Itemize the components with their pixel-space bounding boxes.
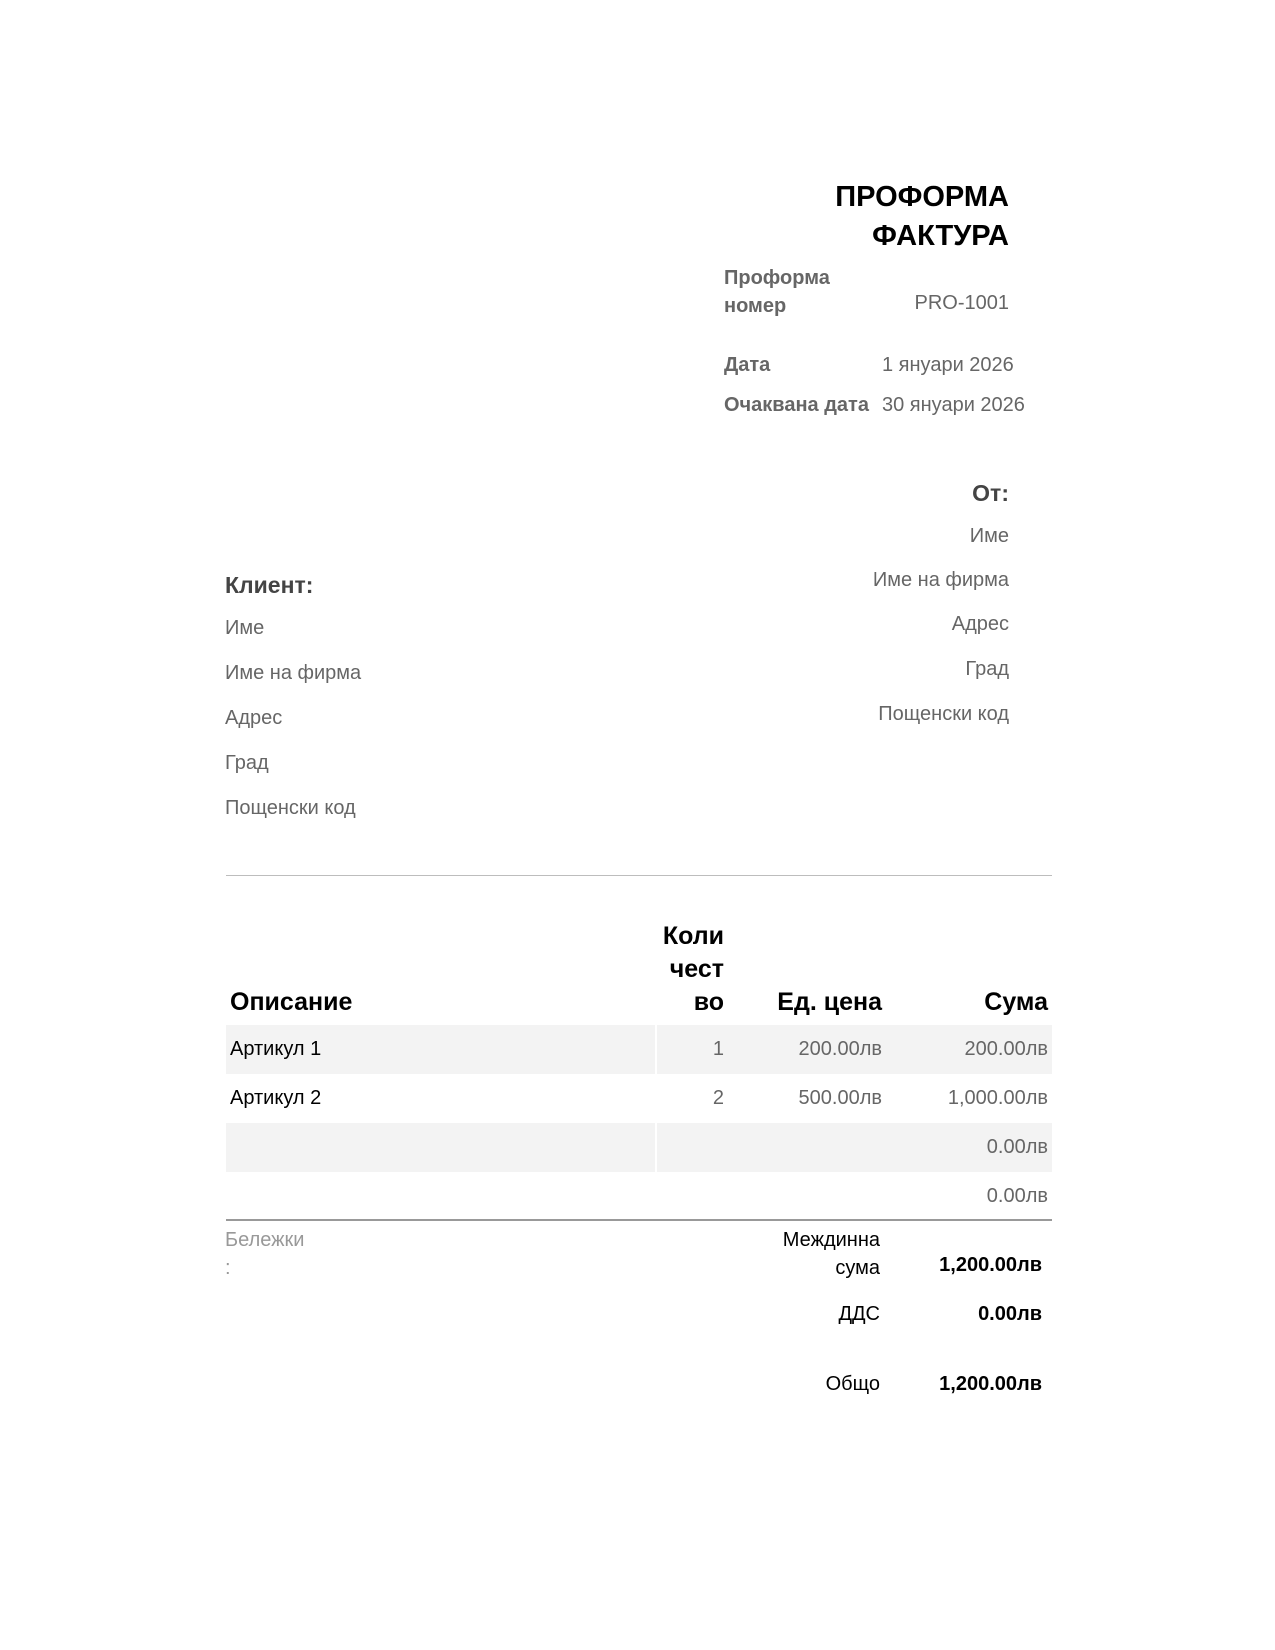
row-amount: 1,000.00лв — [947, 1087, 1048, 1109]
document-title-line2: ФАКТУРА — [872, 220, 1009, 252]
row-unit-price: 500.00лв — [798, 1087, 882, 1109]
row-description: Артикул 1 — [226, 1025, 656, 1074]
subtotal-label-line2: сума — [835, 1257, 880, 1279]
date-value: 1 януари 2026 — [882, 354, 1014, 376]
invoice-number-value: PRO-1001 — [914, 292, 1009, 314]
from-name: Име — [969, 525, 1009, 547]
header-quantity-line3: во — [693, 988, 724, 1016]
table-row — [226, 1123, 1052, 1172]
subtotal-label-line1: Междинна — [782, 1229, 880, 1251]
total-value: 1,200.00лв — [939, 1373, 1042, 1395]
section-divider — [226, 875, 1052, 876]
invoice-number-label-line2: номер — [724, 295, 787, 317]
client-postcode: Пощенски код — [225, 797, 356, 819]
invoice-number-label — [724, 264, 830, 320]
subtotal-value: 1,200.00лв — [939, 1254, 1042, 1276]
from-block — [873, 480, 1009, 726]
table-row — [226, 1172, 1052, 1221]
items-table — [226, 920, 1052, 1221]
table-header-row — [226, 920, 1052, 1025]
row-amount: 0.00лв — [986, 1185, 1048, 1207]
notes-label-line2: : — [225, 1257, 231, 1279]
row-description — [226, 1172, 656, 1221]
row-quantity: 1 — [656, 1025, 728, 1074]
header-quantity-line1: Коли — [662, 922, 724, 950]
client-address: Адрес — [225, 707, 283, 729]
document-title — [835, 178, 1009, 256]
from-heading: От: — [972, 480, 1009, 506]
row-unit-price — [728, 1172, 886, 1221]
due-date-label: Очаквана дата — [724, 394, 869, 416]
row-description: Артикул 2 — [226, 1074, 656, 1123]
invoice-number-label-line1: Проформа — [724, 267, 830, 289]
from-company: Име на фирма — [872, 569, 1009, 591]
row-quantity — [656, 1172, 728, 1221]
header-amount: Сума — [984, 988, 1048, 1016]
total-label: Общо — [825, 1373, 880, 1395]
vat-value: 0.00лв — [978, 1303, 1042, 1325]
from-postcode: Пощенски код — [878, 703, 1009, 725]
row-amount: 200.00лв — [886, 1025, 1052, 1074]
from-city: Град — [965, 658, 1009, 680]
vat-label: ДДС — [838, 1303, 880, 1325]
row-unit-price — [728, 1123, 886, 1172]
table-row — [226, 1025, 1052, 1074]
from-address: Адрес — [951, 613, 1009, 635]
subtotal-label — [680, 1226, 880, 1282]
notes-label-line1: Бележки — [225, 1229, 305, 1251]
header-description: Описание — [230, 988, 353, 1016]
notes-label — [225, 1226, 304, 1282]
header-quantity — [656, 920, 728, 1025]
row-quantity — [656, 1123, 728, 1172]
header-unit-price: Ед. цена — [777, 988, 882, 1016]
header-quantity-line2: чест — [669, 955, 724, 983]
row-amount: 0.00лв — [886, 1123, 1052, 1172]
row-description — [226, 1123, 656, 1172]
row-unit-price: 200.00лв — [728, 1025, 886, 1074]
table-row — [226, 1074, 1052, 1123]
document-title-line1: ПРОФОРМА — [835, 181, 1009, 213]
client-company: Име на фирма — [225, 662, 362, 684]
client-name: Име — [225, 617, 265, 639]
client-block — [225, 572, 361, 820]
client-heading: Клиент: — [225, 572, 314, 598]
client-city: Град — [225, 752, 269, 774]
date-label: Дата — [724, 354, 771, 376]
row-quantity: 2 — [712, 1087, 724, 1109]
totals-divider — [226, 1219, 1052, 1221]
due-date-value: 30 януари 2026 — [882, 394, 1025, 416]
